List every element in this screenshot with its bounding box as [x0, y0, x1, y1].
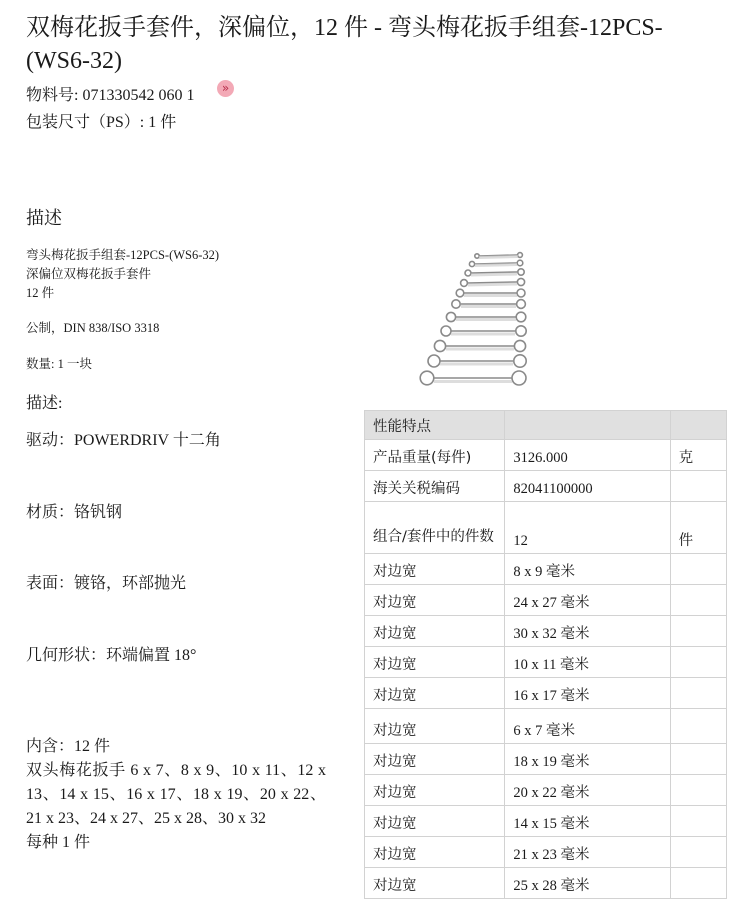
description-heading: 描述: [26, 208, 62, 228]
spec-unit: 件: [670, 502, 726, 554]
table-row: [365, 806, 727, 837]
spec-unit: [670, 585, 726, 616]
spec-value: 16 x 17 毫米: [505, 678, 670, 709]
spec-header: 性能特点: [365, 411, 505, 440]
spec-label: 对边宽: [365, 678, 505, 709]
table-row: [365, 502, 727, 554]
spec-label: 产品重量(每件): [365, 440, 505, 471]
spec-unit: [670, 775, 726, 806]
table-row: [365, 744, 727, 775]
spec-label: 组合/套件中的件数: [365, 502, 505, 554]
pack-size: 包装尺寸（PS）: 1 件: [26, 114, 177, 131]
table-row: [365, 709, 727, 744]
contents-detail: 双头梅花扳手 6 x 7、8 x 9、10 x 11、12 x 13、14 x 15、16 x 17、18 x 19、20 x 22、21 x 23、24 x 27、25 x 28、30 x 32: [26, 762, 326, 827]
spec-value: 12: [505, 502, 670, 554]
contents-count: 内含：12 件: [26, 738, 111, 755]
spec-unit: [670, 647, 726, 678]
spec-header-row: [365, 411, 727, 440]
spec-unit: [670, 471, 726, 502]
spec-value: 14 x 15 毫米: [505, 806, 670, 837]
spec-value: 25 x 28 毫米: [505, 868, 670, 899]
spec-value: 82041100000: [505, 471, 670, 502]
spec-label: 对边宽: [365, 744, 505, 775]
spec-label: 对边宽: [365, 709, 505, 744]
spec-value: 10 x 11 毫米: [505, 647, 670, 678]
description-block: [26, 246, 219, 303]
table-row: [365, 585, 727, 616]
spec-unit: [670, 709, 726, 744]
spec-unit: 克: [670, 440, 726, 471]
spec-unit: [670, 837, 726, 868]
table-row: [365, 868, 727, 899]
spec-value: 8 x 9 毫米: [505, 554, 670, 585]
spec-unit: [670, 744, 726, 775]
table-row: [365, 678, 727, 709]
description-subheading: 描述:: [26, 395, 63, 412]
spec-label: 对边宽: [365, 616, 505, 647]
spec-value: 18 x 19 毫米: [505, 744, 670, 775]
quantity-text: 数量: 1 一块: [26, 357, 92, 371]
part-number: 物料号: 071330542 060 1: [26, 87, 195, 104]
spec-label: 对边宽: [365, 554, 505, 585]
spec-value: 20 x 22 毫米: [505, 775, 670, 806]
spec-label: 对边宽: [365, 775, 505, 806]
table-row: [365, 471, 727, 502]
spec-unit: [670, 806, 726, 837]
geometry-text: 几何形状：环端偏置 18°: [26, 647, 197, 664]
description-line: 12 件: [26, 286, 55, 300]
spec-value: 3126.000: [505, 440, 670, 471]
spec-label: 对边宽: [365, 585, 505, 616]
spec-value: 21 x 23 毫米: [505, 837, 670, 868]
spec-label: 对边宽: [365, 837, 505, 868]
expand-icon[interactable]: »: [217, 80, 234, 97]
material-text: 材质：铬钒钢: [26, 504, 123, 521]
spec-unit: [670, 616, 726, 647]
spec-label: 对边宽: [365, 806, 505, 837]
spec-value: 6 x 7 毫米: [505, 709, 670, 744]
table-row: [365, 647, 727, 678]
product-title: 双梅花扳手套件，深偏位，12 件 - 弯头梅花扳手组套-12PCS-(WS6-32): [26, 15, 663, 74]
description-line: 弯头梅花扳手组套-12PCS-(WS6-32): [26, 248, 220, 262]
standard-text: 公制，DIN 838/ISO 3318: [26, 321, 160, 335]
spec-unit: [670, 554, 726, 585]
spec-label: 对边宽: [365, 868, 505, 899]
spec-unit: [670, 678, 726, 709]
surface-text: 表面：镀铬，环部抛光: [26, 575, 187, 592]
spec-label: 海关关税编码: [365, 471, 505, 502]
table-row: [365, 616, 727, 647]
spec-table: [364, 410, 727, 899]
drive-text: 驱动：POWERDRIV 十二角: [26, 432, 221, 449]
spec-value: 30 x 32 毫米: [505, 616, 670, 647]
contents-each: 每种 1 件: [26, 834, 91, 851]
description-line: 深偏位双梅花扳手套件: [26, 267, 152, 281]
wrench-set-image: [415, 248, 530, 388]
table-row: [365, 554, 727, 585]
contents-block: [26, 735, 326, 855]
spec-value: 24 x 27 毫米: [505, 585, 670, 616]
table-row: [365, 837, 727, 868]
spec-unit: [670, 868, 726, 899]
spec-label: 对边宽: [365, 647, 505, 678]
table-row: [365, 440, 727, 471]
table-row: [365, 775, 727, 806]
